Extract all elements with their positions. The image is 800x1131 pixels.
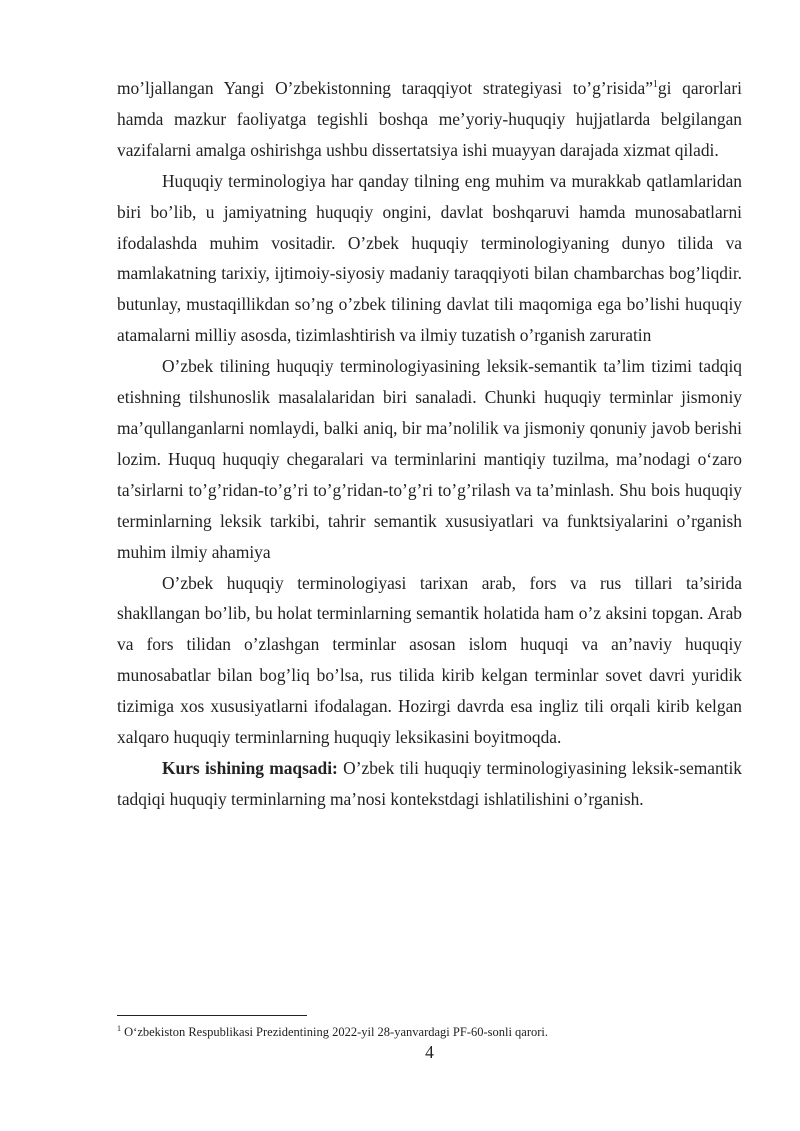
paragraph-1 <box>117 73 742 166</box>
body-text <box>117 73 742 815</box>
paragraph-2: Huquqiy terminologiya har qanday tilning eng muhim va murakkab qatlamlaridan biri bo’lib, u jamiyatning huquqiy ongini, davlat boshqaruvi hamda munosabatlarni ifodalashda muhim vositadir. O’zbek huquqiy terminologiyaning dunyo tilida va mamlakatning tarixiy, ijtimoiy-siyosiy madaniy taraqqiyoti bilan chambarchas bog’liqdir. butunlay, mustaqillikdan so’ng o’zbek tilining davlat tili maqomiga ega bo’lishi huquqiy atamalarni milliy asosda, tizimlashtirish va ilmiy tuzatish o’rganish zaruratin <box>117 170 742 346</box>
footnote-marker: 1 <box>117 1023 121 1033</box>
paragraph-4: O’zbek huquqiy terminologiyasi tarixan arab, fors va rus tillari ta’sirida shakllangan bo’lib, bu holat terminlarning semantik holatida ham o’z aksini topgan. Arab va fors tilidan o’zlashgan terminlar asosan islom huquqi va an’naviy huquqiy munosabatlar bilan bog’liq bo’lsa, rus tilida kirib kelgan terminlar sovet davri yuridik tizimiga xos xususiyatlarni ifodalagan. Hozirgi davrda esa ingliz tili orqali kirib kelgan xalqaro huquqiy terminlarning huquqiy leksikasini boyitmoqda. <box>117 572 742 748</box>
footnote-reference: 1 <box>652 79 658 91</box>
paragraph-3: O’zbek tilining huquqiy terminologiyasining leksik-semantik ta’lim tizimi tadqiq etishning tilshunoslik masalalaridan biri sanaladi. Chunki huquqiy terminlar jismoniy ma’qullanganlarni nomlaydi, balki aniq, bir ma’nolilik va jismoniy qonuniy javob berishi lozim. Huquq huquqiy chegaralari va terminlarini mantiqiy tuzilma, ma’nodagi o‘zaro ta’sirlarni to’g’ridan-to’g’ri to’g’ridan-to’g’ri to’g’rilash va ta’minlash. Shu bois huquqiy terminlarning leksik tarkibi, tahrir semantik xususiyatlari va funktsiyalarini o’rganish muhim ilmiy ahamiya <box>117 356 742 562</box>
page-number: 4 <box>425 1042 434 1062</box>
paragraph-1-text: mo’ljallangan Yangi O’zbekistonning taraqqiyot strategiyasi to’g’risida” <box>117 78 653 98</box>
goal-text: O’zbek tili huquqiy terminologiyasining leksik-semantik tadqiqi huquqiy terminlarning ma’nosi kontekstdagi ishlatilishini o’rganish. <box>117 757 742 809</box>
paragraph-5 <box>117 753 742 815</box>
footnote <box>117 1024 742 1040</box>
footnote-text: O‘zbekiston Respublikasi Prezidentining 2022-yil 28-yanvardagi PF-60-sonli qarori. <box>121 1025 549 1039</box>
paragraph-1-continuation: gi qarorlari hamda mazkur faoliyatga tegishli boshqa me’yoriy-huquqiy hujjatlarda belgilangan vazifalarni amalga oshirishga ushbu dissertatsiya ishi muayyan darajada xizmat qiladi. <box>117 78 743 160</box>
goal-heading: Kurs ishining maqsadi: <box>162 757 338 778</box>
footnote-divider <box>117 1015 307 1016</box>
